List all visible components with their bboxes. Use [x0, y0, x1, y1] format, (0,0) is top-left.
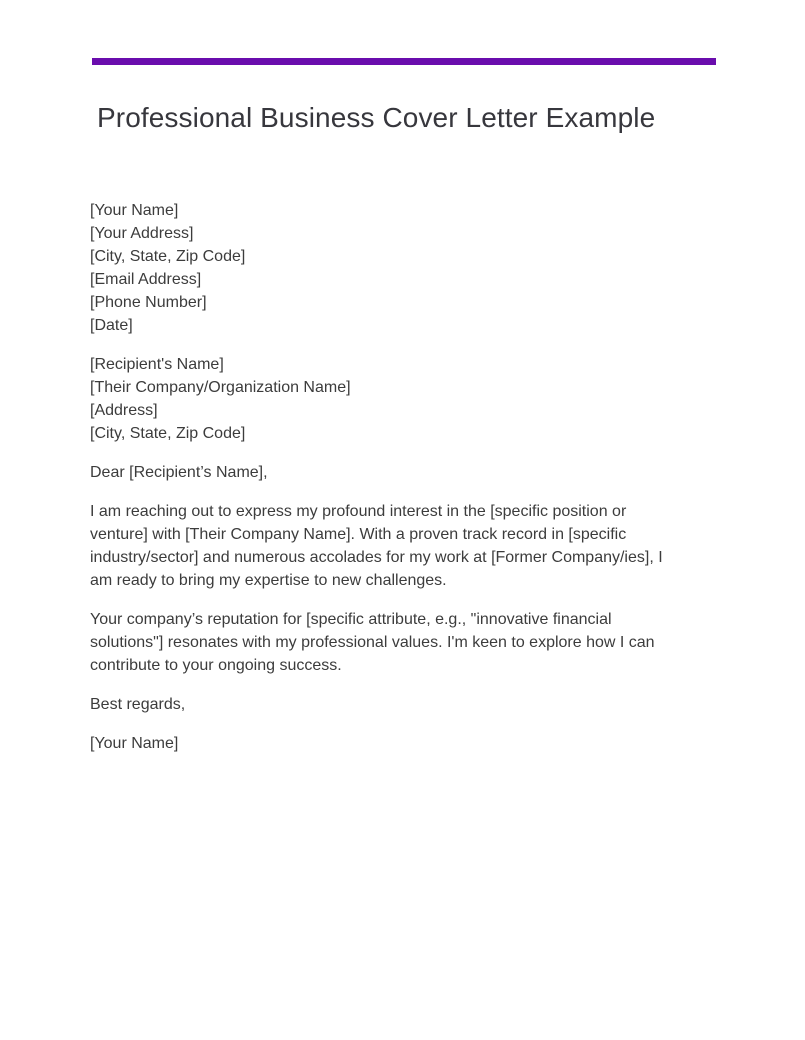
letter-date: [Date]: [90, 317, 133, 334]
page-title: Professional Business Cover Letter Example: [97, 102, 656, 133]
sender-phone: [Phone Number]: [90, 294, 207, 311]
signature: [Your Name]: [90, 735, 179, 752]
recipient-company: [Their Company/Organization Name]: [90, 379, 351, 396]
body-paragraph-intro: I am reaching out to express my profound interest in the [specific position or venture] with [Their Company Name]. With a proven track record in [specific industry/sector] and numerous accolades for my work at [Former Company/ies], I am ready to bring my expertise to new challenges.: [90, 503, 663, 589]
sender-address-block: [90, 199, 670, 337]
recipient-address-block: [90, 353, 670, 445]
sender-address: [Your Address]: [90, 225, 194, 242]
closing: Best regards,: [90, 696, 186, 713]
sender-city-state-zip: [City, State, Zip Code]: [90, 248, 246, 265]
header-accent-bar: [92, 58, 716, 65]
salutation: Dear [Recipient’s Name],: [90, 464, 268, 481]
body-paragraph-values: Your company’s reputation for [specific attribute, e.g., "innovative financial solutions"] resonates with my professional values. I'm keen to explore how I can contribute to your ongoing success.: [90, 611, 655, 674]
sender-email: [Email Address]: [90, 271, 202, 288]
letter-body: [90, 199, 670, 771]
recipient-name: [Recipient's Name]: [90, 356, 224, 373]
sender-name: [Your Name]: [90, 202, 179, 219]
recipient-city-state-zip: [City, State, Zip Code]: [90, 425, 246, 442]
recipient-address: [Address]: [90, 402, 158, 419]
